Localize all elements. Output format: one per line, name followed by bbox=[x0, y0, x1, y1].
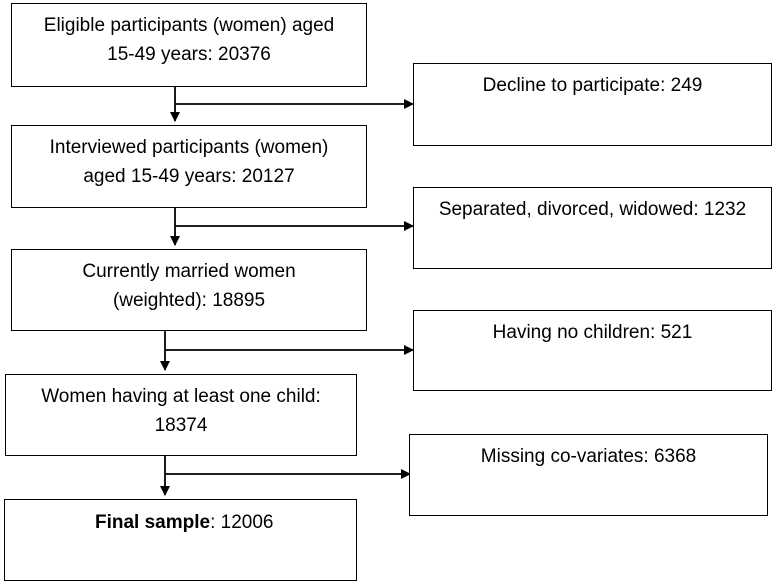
box-missing-covariates-label: Missing co-variates: 6368 bbox=[480, 446, 697, 467]
box-one-child-line2: 18374 bbox=[154, 415, 208, 436]
box-separated bbox=[413, 187, 772, 269]
box-one-child-line1: Women having at least one child: bbox=[41, 386, 321, 407]
box-eligible bbox=[11, 3, 367, 87]
box-interviewed bbox=[11, 125, 367, 208]
box-interviewed-line1: Interviewed participants (women) bbox=[49, 137, 329, 158]
box-married bbox=[11, 249, 367, 331]
box-eligible-line2: 15-49 years: 20376 bbox=[107, 44, 271, 65]
box-no-children bbox=[413, 310, 772, 391]
final-sample-label: Final sample bbox=[95, 512, 211, 533]
box-declined-label: Decline to participate: 249 bbox=[482, 75, 703, 96]
box-interviewed-line2: aged 15-49 years: 20127 bbox=[83, 166, 295, 187]
box-married-line2: (weighted): 18895 bbox=[112, 290, 266, 311]
box-eligible-line1: Eligible participants (women) aged bbox=[43, 15, 335, 36]
box-married-line1: Currently married women bbox=[82, 261, 296, 282]
box-missing-covariates bbox=[409, 434, 768, 516]
box-final-sample bbox=[4, 499, 357, 581]
box-separated-label: Separated, divorced, widowed: 1232 bbox=[438, 199, 747, 220]
final-sample-value: : 12006 bbox=[210, 512, 274, 533]
box-declined bbox=[413, 63, 772, 146]
box-one-child bbox=[5, 374, 357, 456]
box-no-children-label: Having no children: 521 bbox=[492, 322, 693, 343]
